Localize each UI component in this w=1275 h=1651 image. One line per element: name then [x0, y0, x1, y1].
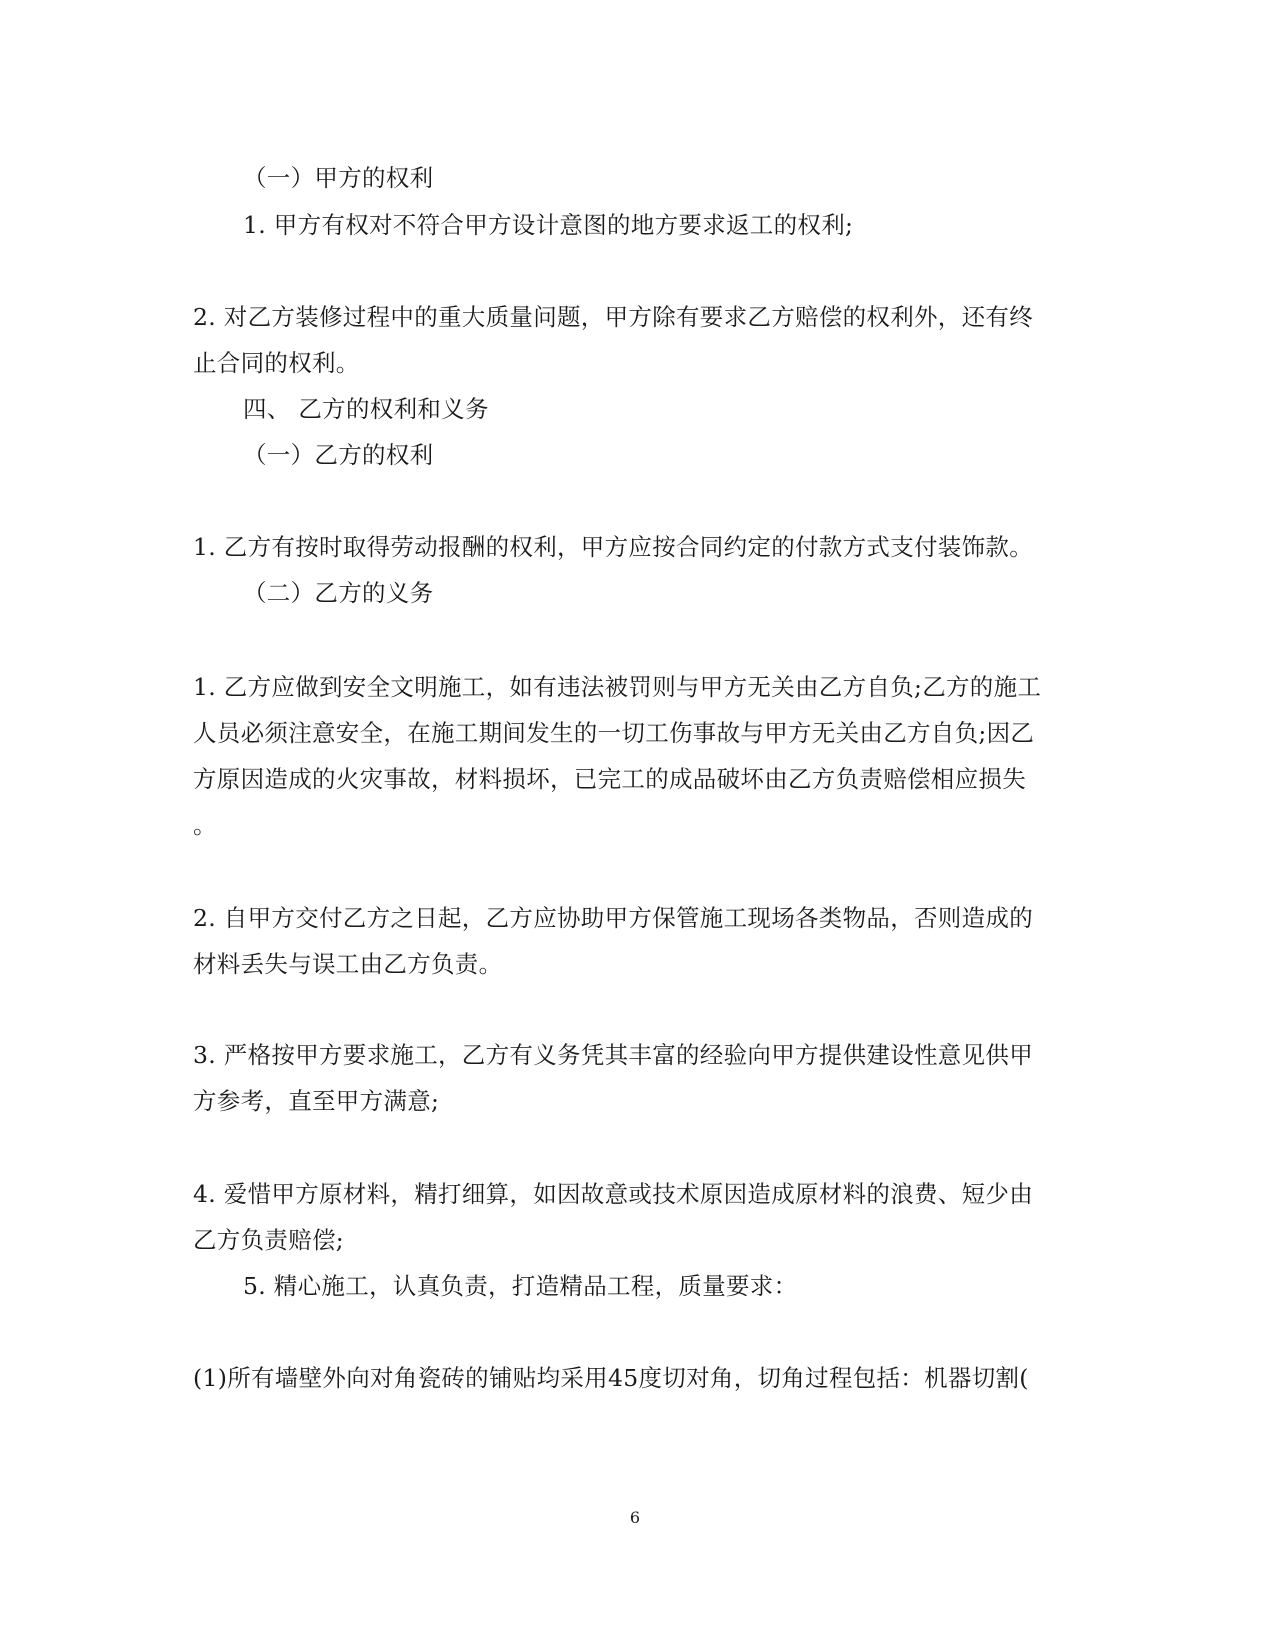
paragraph-line: 。: [193, 811, 217, 839]
paragraph-line: 5. 精心施工，认真负责，打造精品工程，质量要求：: [243, 1272, 798, 1300]
paragraph-line: 材料丢失与误工由乙方负责。: [193, 950, 503, 978]
paragraph-line: 1. 甲方有权对不符合甲方设计意图的地方要求返工的权利;: [243, 211, 854, 239]
paragraph-line: 止合同的权利。: [193, 349, 360, 377]
paragraph-line: 方参考，直至甲方满意;: [193, 1087, 440, 1115]
paragraph-line: 1. 乙方应做到安全文明施工，如有违法被罚则与甲方无关由乙方自负;乙方的施工: [193, 673, 1042, 701]
paragraph-line: (1)所有墙壁外向对角瓷砖的铺贴均采用45度切对角，切角过程包括：机器切割(: [193, 1364, 1029, 1392]
paragraph-line: 2. 自甲方交付乙方之日起，乙方应协助甲方保管施工现场各类物品，否则造成的: [193, 904, 1033, 932]
paragraph-line: 1. 乙方有按时取得劳动报酬的权利，甲方应按合同约定的付款方式支付装饰款。: [193, 533, 1033, 561]
paragraph-line: 人员必须注意安全，在施工期间发生的一切工伤事故与甲方无关由乙方自负;因乙: [193, 719, 1035, 747]
section-heading: （一）甲方的权利: [243, 164, 434, 192]
paragraph-line: 3. 严格按甲方要求施工，乙方有义务凭其丰富的经验向甲方提供建设性意见供甲: [193, 1041, 1033, 1069]
paragraph-line: 方原因造成的火灾事故，材料损坏，已完工的成品破坏由乙方负责赔偿相应损失: [193, 765, 1026, 793]
paragraph-line: 4. 爱惜甲方原材料，精打细算，如因故意或技术原因造成原材料的浪费、短少由: [193, 1180, 1033, 1208]
page-number: 6: [629, 1508, 641, 1527]
section-heading: （一）乙方的权利: [243, 441, 434, 469]
section-heading: 四、 乙方的权利和义务: [243, 395, 489, 423]
paragraph-line: 乙方负责赔偿;: [193, 1226, 345, 1254]
paragraph-line: 2. 对乙方装修过程中的重大质量问题，甲方除有要求乙方赔偿的权利外，还有终: [193, 303, 1033, 331]
section-heading: （二）乙方的义务: [243, 579, 434, 607]
